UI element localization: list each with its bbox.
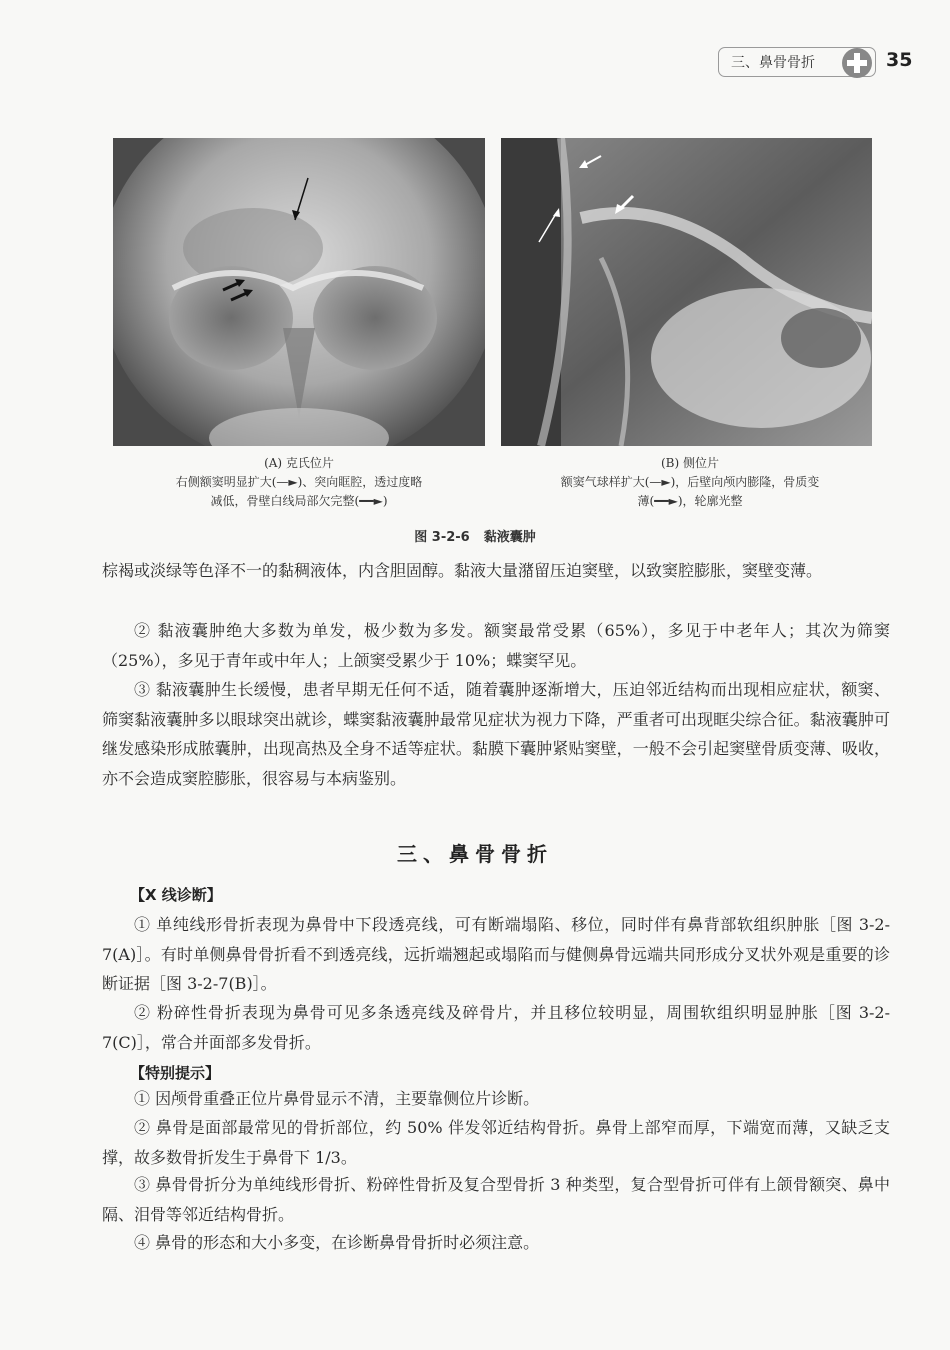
figure-number: 图 3-2-6 bbox=[414, 530, 470, 545]
caption-a-line1: 右侧额窦明显扩大(—►)、突向眶腔，透过度略 bbox=[175, 475, 423, 489]
figure-label-a: (A) 克氏位片 bbox=[264, 456, 334, 470]
xray-diagnosis-heading: 【X 线诊断】 bbox=[130, 886, 222, 904]
caption-b-line1: 额窦气球样扩大(—►)，后壁向颅内膨隆，骨质变 bbox=[560, 475, 820, 489]
paragraph-mucocele-location: ② 黏液囊肿绝大多数为单发，极少数为多发。额窦最常受累（65%），多见于中老年人；其次为筛窦（25%），多见于青年或中年人；上颌窦受累少于 10%；蝶窦罕见。 bbox=[102, 621, 890, 670]
paragraph-mucus-content: 棕褐或淡绿等色泽不一的黏稠液体，内含胆固醇。黏液大量潴留压迫窦壁，以致窦腔膨胀，窦壁变薄。 bbox=[102, 561, 823, 580]
tip-1: ① 因颅骨重叠正位片鼻骨显示不清，主要靠侧位片诊断。 bbox=[134, 1089, 540, 1108]
caption-b-line2: 薄(━━►)，轮廓光整 bbox=[637, 494, 743, 508]
cross-icon bbox=[842, 48, 872, 78]
figure-caption-b bbox=[520, 454, 860, 511]
figure-caption-a bbox=[140, 454, 458, 511]
section-tab-label: 三、鼻骨骨折 bbox=[731, 55, 815, 71]
caption-a-line2: 减低，骨壁白线局部欠完整(━━►) bbox=[210, 494, 388, 508]
figure-title bbox=[0, 526, 950, 545]
paragraph-comminuted-fracture: ② 粉碎性骨折表现为鼻骨可见多条透亮线及碎骨片，并且移位较明显，周围软组织明显肿胀［图 3-2-7(C)］，常合并面部多发骨折。 bbox=[102, 1003, 890, 1052]
tip-2: ② 鼻骨是面部最常见的骨折部位，约 50% 伴发邻近结构骨折。鼻骨上部窄而厚，下端宽而薄，又缺乏支撑，故多数骨折发生于鼻骨下 1/3。 bbox=[102, 1118, 890, 1167]
figure-label-b: (B) 侧位片 bbox=[661, 456, 719, 470]
section-title: 三、鼻骨骨折 bbox=[397, 842, 553, 866]
figure-name: 黏液囊肿 bbox=[483, 530, 536, 545]
paragraph-mucocele-symptoms: ③ 黏液囊肿生长缓慢，患者早期无任何不适，随着囊肿逐渐增大，压迫邻近结构而出现相应症状，额窦、筛窦黏液囊肿多以眼球突出就诊，蝶窦黏液囊肿最常见症状为视力下降，严重者可出现眶尖综合征。黏液囊肿可继发感染形成脓囊肿，出现高热及全身不适等症状。黏膜下囊肿紧贴窦壁，一般不会引起窦壁骨质变薄、吸收，亦不会造成窦腔膨胀，很容易与本病鉴别。 bbox=[102, 680, 890, 788]
page-number: 35 bbox=[886, 49, 913, 71]
tip-4: ④ 鼻骨的形态和大小多变，在诊断鼻骨骨折时必须注意。 bbox=[134, 1233, 540, 1252]
special-tips-heading: 【特别提示】 bbox=[130, 1064, 221, 1082]
tip-3: ③ 鼻骨骨折分为单纯线形骨折、粉碎性骨折及复合型骨折 3 种类型，复合型骨折可伴有上颌骨额突、鼻中隔、泪骨等邻近结构骨折。 bbox=[102, 1175, 890, 1224]
xray-image-lateral bbox=[501, 138, 872, 446]
xray-image-caldwell bbox=[113, 138, 485, 446]
paragraph-linear-fracture: ① 单纯线形骨折表现为鼻骨中下段透亮线，可有断端塌陷、移位，同时伴有鼻背部软组织肿胀［图 3-2-7(A)］。有时单侧鼻骨骨折看不到透亮线，远折端翘起或塌陷而与健侧鼻骨远端共同形成分叉状外观是重要的诊断证据［图 3-2-7(B)］。 bbox=[102, 915, 890, 993]
